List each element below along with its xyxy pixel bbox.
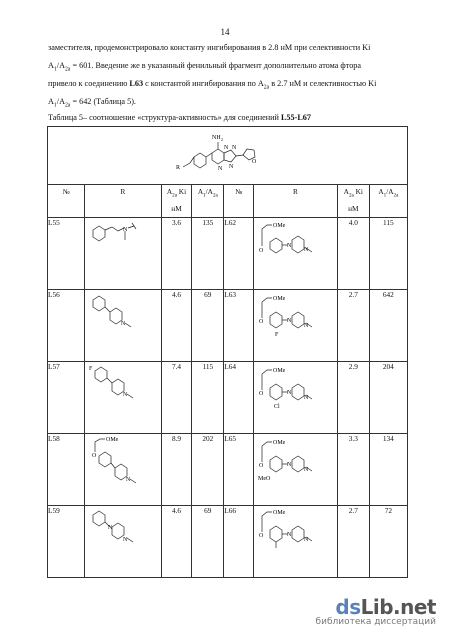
svg-text:N: N (108, 525, 113, 531)
svg-text:O: O (258, 319, 264, 325)
header-ki-left: $A_{2a}$ Ki нМ (161, 185, 192, 218)
svg-text:N: N (303, 323, 309, 329)
table-caption: Таблица 5– соотношение «структура-активность» для соединений L55-L67 (48, 113, 311, 122)
table-row (48, 506, 408, 578)
selectivity-value: 69 (192, 290, 224, 362)
ki-value: 3.3 (337, 434, 369, 506)
svg-text:F: F (274, 332, 279, 338)
scaffold-label-nh2: NH (212, 135, 221, 141)
selectivity-value: 72 (369, 506, 407, 578)
compound-id: L55 (48, 218, 85, 290)
header-no-right: № (224, 185, 254, 218)
watermark-logo: dsLib.net (335, 595, 436, 619)
r-structure-l55 (85, 218, 161, 290)
svg-text:N: N (303, 537, 309, 543)
svg-text:O: O (258, 391, 264, 397)
r-structure-l59 (85, 506, 161, 578)
selectivity-value: 204 (369, 362, 407, 434)
svg-text:O: O (258, 533, 264, 539)
scaffold-label-nh2-sub: 2 (221, 137, 223, 142)
svg-text:N: N (286, 390, 292, 396)
svg-text:N: N (303, 467, 309, 473)
page-number: 14 (220, 27, 230, 37)
ki-value: 8.9 (161, 434, 192, 506)
ki-value: 7.4 (161, 362, 192, 434)
header-ki-right: $A_{2a}$ Ki нМ (337, 185, 369, 218)
table-row (48, 218, 408, 290)
table-row (48, 362, 408, 434)
selectivity-value: 202 (192, 434, 224, 506)
r-structure-l63 (253, 290, 337, 362)
svg-text:OMe: OMe (272, 296, 286, 302)
ki-value: 3.6 (161, 218, 192, 290)
svg-text:O: O (92, 453, 97, 459)
svg-text:N: N (121, 321, 126, 327)
compound-id: L63 (224, 290, 254, 362)
svg-text:F: F (89, 366, 93, 372)
header-r-left: R (85, 185, 161, 218)
paragraph-line-4: $A_1/A_{2a} = 642$ (Таблица 5). (48, 97, 136, 109)
r-structure-l62 (253, 218, 337, 290)
r-structure-l56 (85, 290, 161, 362)
selectivity-value: 115 (369, 218, 407, 290)
dslib-watermark (316, 595, 436, 627)
svg-text:OMe: OMe (106, 437, 119, 443)
svg-text:Cl: Cl (273, 404, 280, 410)
r-structure-l57 (85, 362, 161, 434)
r-structure-l66 (253, 506, 337, 578)
paragraph-line-1: заместителя, продемонстрировало константу ингибирования в 2.8 нМ при селективности Ki (48, 43, 371, 52)
compound-id: L58 (48, 434, 85, 506)
svg-text:O: O (258, 248, 264, 254)
watermark-subtitle: библиотека диссертаций (315, 617, 436, 627)
ki-value: 4.6 (161, 506, 192, 578)
svg-text:O: O (258, 463, 264, 469)
header-sel-right: $A_1/A_{2a}$ (369, 185, 407, 218)
selectivity-value: 642 (369, 290, 407, 362)
paragraph-line-3: привело к соединению L63 с константой ингибирования по $A_{2a}$ в 2.7 нМ и селективностью Ki (48, 79, 377, 91)
selectivity-value: 134 (369, 434, 407, 506)
sar-table (47, 126, 408, 578)
compound-id: L56 (48, 290, 85, 362)
svg-text:N: N (303, 395, 309, 401)
svg-text:N: N (286, 318, 292, 324)
table-row (48, 434, 408, 506)
ki-value: 2.9 (337, 362, 369, 434)
scaffold-structure (48, 127, 408, 185)
header-no-left: № (48, 185, 85, 218)
svg-text:N: N (126, 477, 131, 483)
selectivity-value: 135 (192, 218, 224, 290)
svg-text:N: N (286, 243, 292, 249)
svg-text:N: N (286, 462, 292, 468)
compound-id: L62 (224, 218, 254, 290)
scaffold-label-n4: N (229, 164, 234, 170)
scaffold-label-o: O (252, 159, 257, 165)
ki-value: 2.7 (337, 506, 369, 578)
svg-text:OMe: OMe (272, 223, 286, 229)
compound-id: L59 (48, 506, 85, 578)
header-r-right: R (253, 185, 337, 218)
svg-text:N: N (123, 392, 128, 398)
svg-text:OMe: OMe (272, 440, 286, 446)
r-structure-l58 (85, 434, 161, 506)
selectivity-value: 115 (192, 362, 224, 434)
scaffold-label-n2: N (232, 145, 237, 151)
selectivity-value: 69 (192, 506, 224, 578)
scaffold-label-n1: N (224, 145, 229, 151)
r-structure-l65 (253, 434, 337, 506)
ki-value: 2.7 (337, 290, 369, 362)
scaffold-label-r: R (176, 165, 181, 171)
scaffold-label-n3: N (218, 166, 223, 172)
svg-text:N: N (303, 247, 309, 253)
header-sel-left: $A_1/A_{2a}$ (192, 185, 224, 218)
svg-text:N: N (286, 532, 292, 538)
ki-value: 4.0 (337, 218, 369, 290)
paragraph-line-2: $A_1/A_{2a} = 601$. Введение же в указанный фенильный фрагмент дополнительно атома фтора (48, 61, 362, 73)
table-row (48, 290, 408, 362)
svg-text:OMe: OMe (272, 368, 286, 374)
svg-text:MeO: MeO (257, 476, 271, 482)
compound-id: L57 (48, 362, 85, 434)
compound-id: L66 (224, 506, 254, 578)
r-structure-l64 (253, 362, 337, 434)
svg-text:OMe: OMe (272, 510, 286, 516)
svg-text:N: N (123, 537, 128, 543)
svg-text:N: N (123, 227, 128, 233)
ki-value: 4.6 (161, 290, 192, 362)
compound-id: L64 (224, 362, 254, 434)
compound-id: L65 (224, 434, 254, 506)
